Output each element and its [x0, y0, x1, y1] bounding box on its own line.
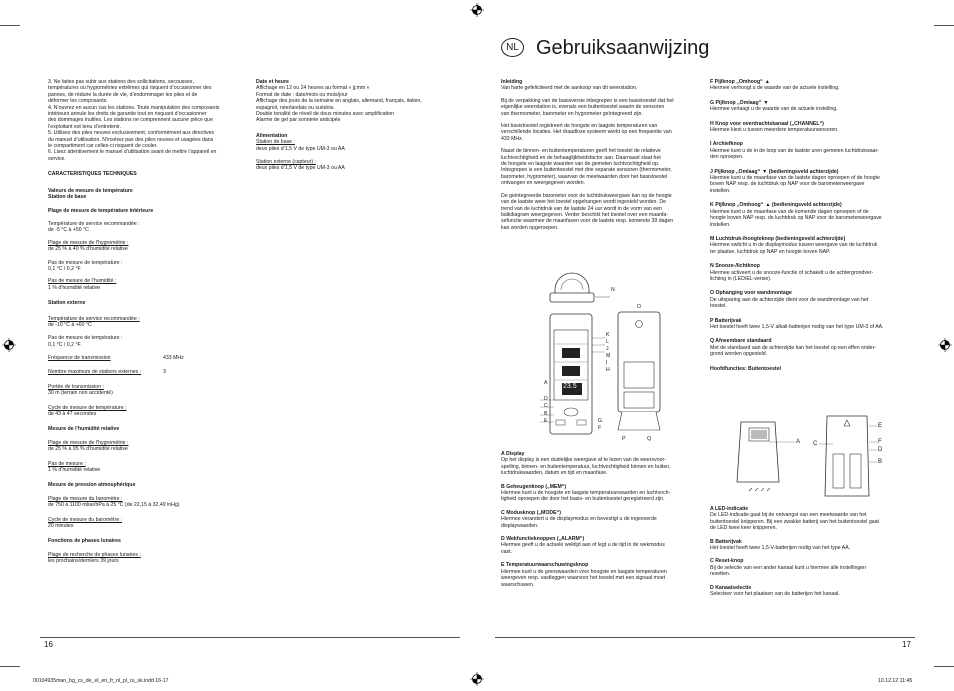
spec-text: de 750 à 1100 mbar/hPa à 25 °C (de 22,15 à 32,49 inHg) — [48, 502, 180, 509]
crop-mark-top-left — [0, 25, 20, 26]
key-item — [710, 263, 915, 282]
key-item-title: D Kanaalselectie — [710, 584, 752, 591]
key-item-text: Hiermee kunt u de maanfase van de laatste dagen oproepen of de hoogte boven NAP resp. de luchtdruk op NAP voor de barometerweergave instellen. — [710, 175, 880, 194]
key-item — [710, 318, 915, 331]
figure-label-h: H — [606, 367, 610, 373]
figure-label-e: E — [878, 423, 883, 429]
key-item-text: Hiermee activeert u de snooze-functie of schakelt u de achtergrondver- lichting in (LED/EL-versie). — [710, 269, 874, 282]
key-item-title: M Luchtdruk-/hoogteknop (bedieningsveld achterzijde) — [710, 235, 846, 242]
registration-mark-bottom-icon — [470, 672, 484, 686]
key-item-title: Q Afneembare standaard — [710, 338, 772, 345]
figure-label-j: J — [606, 346, 609, 352]
spec-label: Cycle de mesure de température : — [48, 404, 127, 411]
list-item: 3. Ne faites pas subir aux stations des sollicitations, secousses, températures ou hygrométries extrêmes qui risquent d’occasionner des pannes, de réduire la durée de vie, d’endommager les piles et de déformer les composants. — [48, 79, 212, 105]
spec-text: 1 % d’humidité relative — [48, 284, 101, 291]
paragraph: Bij de verpakking van de basisversie inbegrepen is een basistoestel dat het eigenlijke weerstation is, evenals een buitentoestel waarin de sensoren van thermometer, barometer en hygrometer geïntegreerd zijn. — [501, 97, 674, 117]
key-item-title: C Modusknop („MODE“) — [501, 509, 561, 516]
key-item — [710, 121, 915, 134]
key-item-title: O Ophanging voor wandmontage — [710, 290, 792, 297]
paragraph: De geïntegreerde barometer voor de luchtdrukweergave kan op de hoogte van de laatste weer het toestel opgehangen wordt ingesteld worden. De trend van de luchtdruk van de laatste 24 uur wordt in de vorm van een balkdiagram weergegeven. Verder beschikt het toestel over een maanfa- sefunctie waarmee de maanfasen voor de laatste resp. komende 39 dagen kan worden opgeroepen. — [501, 192, 674, 231]
key-item-text: Bij de selectie van een ander kanaal kunt u hiermee alle instellingen resetten. — [710, 564, 867, 578]
registration-mark-top-icon — [470, 3, 484, 17]
key-item — [501, 451, 706, 477]
key-item-subtitle: (bedieningsveld achterzijde) — [768, 168, 839, 175]
footer-rule-left — [40, 637, 460, 638]
arrow-down-icon: ▼ — [762, 168, 768, 175]
spec-text: deux piles d’1,5 V de type UM-3 ou AA — [256, 165, 345, 172]
spec-label: Pas de mesure de l’humidité : — [48, 278, 117, 285]
spec-title: CARACTERISTIQUES TECHNIQUES — [48, 171, 137, 178]
key-item-title: E Temperatuurwaarschuwingsknop — [501, 562, 589, 569]
spec-label: Fréquence de transmission — [48, 355, 111, 362]
key-item — [501, 536, 706, 555]
figure-label-a: A — [544, 380, 548, 386]
spec-text: 20 minutes — [48, 523, 74, 530]
spec-label: Plage de mesure de l’hygrométrie : — [48, 440, 129, 446]
key-item-title: C Reset-knop — [710, 558, 744, 565]
key-item-text: De LED-indicatie gaat bij de ontvangst van een meetwaarde van het buitentoestel knipperen. Bij een zwakke batterij van het buitentoestel gaat de LED twee keer knipperen. — [710, 512, 879, 532]
figure-label-c: C — [813, 441, 818, 447]
spec-label: Plage de mesure du baromètre : — [48, 496, 123, 503]
registration-mark-left-icon — [2, 338, 16, 352]
key-item-title: A Display — [501, 451, 525, 457]
spec-label: Cycle de mesure du baromètre : — [48, 516, 123, 523]
spec-value: 433 MHz — [163, 355, 184, 362]
right-page-column-1-items — [501, 451, 706, 588]
spec-heading: Fonctions de phases lunaires — [48, 537, 121, 544]
lcd-digits: 23.5 — [563, 383, 577, 390]
key-item — [710, 558, 915, 577]
key-item — [710, 290, 915, 309]
registration-mark-right-icon — [938, 338, 952, 352]
key-item-text: Op het display is een duidelijke weergave af te lezen van de weersvoor- spelling, binnen- en buitentemperatuur, luchtvochtigheid binnen en buiten, luchtdrukwaarden, datum en tijd en maanfase. — [501, 457, 671, 477]
key-item-text: Hiermee kunt u de maanfase van de komende dagen oproepen of de hoogte boven NAP resp. de luchtdruk op NAP voor de barometerweergave instellen. — [710, 208, 882, 228]
right-page-column-2-items — [710, 506, 915, 597]
key-item — [710, 338, 915, 357]
figure-label-k: K — [606, 332, 610, 338]
key-item-text: Hiermee geeft u de actuele wektijd aan of legt u de tijd in de wekmodus vast. — [501, 542, 665, 555]
spec-label: Plage de mesure de l’hygrométrie : — [48, 239, 129, 246]
key-item-title: F Pijlknop „Omhoog“ — [710, 79, 763, 85]
left-page-column-1 — [48, 79, 248, 565]
key-item-text: Hiermee kunt u de in de loop van de laatste uren gemeten luchtdrukwaar- den oproepen. — [710, 147, 879, 161]
figure-label-m: M — [606, 353, 611, 359]
key-item-title: P Batterijvak — [710, 317, 742, 324]
key-item-text: De uitsparing aan de achterzijde dient voor de wandmontage van het toestel. — [710, 296, 869, 310]
key-item — [501, 562, 706, 588]
key-item-subtitle: (bedieningsveld achterzijde) — [771, 202, 842, 209]
key-item — [710, 539, 915, 552]
figure-label-d: D — [878, 447, 883, 453]
list-item: 5. Utilisez des piles neuves exclusivement, conformément aux directives du manuel d’utilisation. N’insérez pas des piles neuves et usagées dans le compartiment car celles-ci risquent de couler. — [48, 130, 215, 150]
key-item-title: N Snooze-/lichtknop — [710, 263, 760, 270]
section-heading: Inleiding — [501, 79, 523, 85]
slug-date: 10.12.12 11:45 — [878, 678, 913, 684]
nl-badge — [501, 38, 524, 57]
figure-label-b: B — [878, 459, 883, 465]
key-item-text: Hiermee verhoogt u de waarde van de actuele instelling. — [710, 85, 840, 92]
outdoor-sensor-figure — [735, 412, 885, 504]
key-item — [710, 169, 915, 195]
page-number-right: 17 — [902, 640, 911, 649]
key-item-text: Hiermee kunt u de grenswaarden voor hoogste en laagste temperaturen weergeven resp. vastleggen waarvoor het toestel met een signaal moet waarschuwen. — [501, 568, 667, 588]
key-item — [710, 236, 915, 255]
figure-label-a: A — [796, 439, 801, 445]
nl-badge-label: NL — [506, 42, 519, 53]
spec-heading: Date et heure — [256, 79, 289, 85]
spec-text: de 25 % à 95 % d’humidité relative — [48, 446, 128, 453]
figure-label-i: I — [606, 360, 608, 366]
spec-text: deux piles d’1,5 V de type UM-3 ou AA — [256, 145, 345, 152]
key-item-text: Hiermee switcht u in de displaymodus tussen weergave van de luchtdruk ter plaatse, luchtdruk op NAP en hoogte boven NAP. — [710, 242, 878, 255]
spec-value: 3 — [163, 368, 166, 375]
spec-label: Portée de transmission : — [48, 383, 104, 390]
section-heading: Hoofdfuncties: Buitentoestel — [710, 365, 781, 372]
key-item — [710, 585, 915, 598]
spec-label: Nombre maximum de stations externes : — [48, 368, 142, 375]
key-item-text: Het toestel heeft twee 1,5-V alkali-batterijen nodig van het type UM-3 of AA. — [710, 323, 884, 330]
key-item-text: Hiermee kunt u de hoogste en laagste temperatuurwaarden en luchtvoch- tigheid oproepen die door het basis- en buitentoestel geregistreerd zijn. — [501, 490, 671, 503]
slug-filename: 00104935man_bg_cs_de_el_en_fr_nl_pl_ru_sk.indd 16-17 — [33, 678, 169, 684]
spec-text: Pas de mesure de température : 0,1 °C / 0,2 °F — [48, 335, 123, 348]
arrow-up-icon: ▲ — [765, 202, 771, 209]
figure-label-b: B — [544, 411, 548, 417]
key-item-title: J Pijlknop „Omlaag“ — [710, 168, 761, 175]
spec-text: Affichage en 12 ou 24 heures au format « jj:mm » Format de date : date/mois ou mois/jour Affichage des jours de la semaine en anglais, allemand, français, italien, espagnol, néerlandais ou suédois. Double tonalité de réveil de deux minutes avec amplification Alarme de gel par sonnerie anticipée — [256, 85, 422, 124]
key-item-title: K Pijlknop „Omhoog“ — [710, 202, 764, 209]
key-item — [710, 202, 915, 228]
figure-label-q: Q — [647, 436, 652, 442]
key-item — [501, 510, 706, 529]
arrow-up-icon: ▲ — [764, 79, 770, 85]
figure-label-f: F — [878, 439, 882, 445]
crop-mark-top-right — [934, 25, 954, 26]
figure-label-n: N — [611, 287, 615, 293]
base-station-figure — [540, 270, 680, 445]
figure-label-l: L — [606, 339, 609, 345]
list-item: 6. Lisez attentivement le manuel d’utilisation avant de mettre l’appareil en service. — [48, 149, 217, 162]
arrow-down-icon: ▼ — [763, 99, 769, 106]
key-item-title: B Batterijvak — [710, 538, 742, 545]
key-item-text: Hiermee verlaagt u de waarde van de actuele instelling. — [710, 106, 838, 113]
figure-label-p: P — [622, 436, 626, 442]
spec-label: Température de service recommandée : — [48, 315, 140, 322]
spec-label: Station de base : — [256, 139, 295, 146]
key-item-text: Met de standaard aan de achterzijde kan het toestel op een effen onder- grond worden opgesteld. — [710, 344, 877, 358]
spec-heading: Plage de mesure de température intérieure — [48, 207, 154, 214]
spec-text: 1 % d’humidité relative — [48, 467, 101, 474]
key-item — [501, 484, 706, 503]
crop-mark-bottom-left — [0, 666, 20, 667]
right-page-column-1 — [501, 79, 701, 231]
spec-heading: Mesure de l’humidité relative — [48, 425, 120, 432]
spec-heading: Alimentation — [256, 132, 288, 139]
paragraph: Naast de binnen- en buitentemperaturen geeft het toestel de relatieve luchtvochtigheid en de behaaglijkheidsfactor aan. Daarnaast slaat het de hoogste en laagste waarden van de gemeten luchtvochtigheid op. Inbegrepen is een buitentoestel met drie separate sensoren (thermometer, barometer, hygrometer), waarvan de meetwaarden door het basistoestel ontvangen en weergegeven worden. — [501, 148, 672, 187]
figure-label-f: F — [598, 425, 602, 431]
key-item-text: Het toestel heeft twee 1,5-V-batterijen nodig van het type AA. — [710, 545, 851, 552]
spec-text: de 25 % à 40 % d’humidité relative — [48, 246, 128, 253]
key-item-text: Selecteer voor het plaatsen van de batterijen het kanaal. — [710, 591, 840, 598]
page-title: Gebruiksaanwijzing — [536, 37, 710, 59]
spec-text: les prochains/derniers 39 jours — [48, 558, 119, 565]
spec-heading: Station externe — [48, 300, 86, 307]
crop-mark-bottom-right — [934, 666, 954, 667]
footer-rule-right — [495, 637, 915, 638]
left-page-column-2 — [256, 79, 466, 172]
key-item-title: D Wekfunctieknoppen („ALARM“) — [501, 536, 585, 543]
spec-heading: Valeurs de mesure de température Station de base — [48, 187, 133, 201]
key-item — [710, 506, 915, 532]
key-item-title: A LED-indicatie — [710, 506, 749, 512]
key-item-title: I Archiefknop — [710, 141, 743, 148]
figure-label-c: C — [544, 403, 548, 409]
spec-text: Température de service recommandée : de -5 °C à +50 °C — [48, 220, 140, 234]
figure-label-g: G — [598, 418, 603, 424]
page-number-left: 16 — [44, 640, 53, 649]
right-page-column-2 — [710, 79, 915, 372]
spec-text: 30 m (terrain non accidenté) — [48, 390, 113, 397]
spec-text: Pas de mesure de température : 0,1 °C / 0,2 °F — [48, 259, 123, 272]
spec-text: de 43 à 47 secondes — [48, 411, 97, 418]
key-item — [710, 141, 915, 160]
key-item-title: G Pijlknop „Omlaag“ — [710, 99, 762, 106]
figure-label-e: E — [544, 418, 548, 424]
key-item — [710, 100, 915, 113]
key-item-title: B Geheugenknop („MEM“) — [501, 483, 567, 490]
spec-label: Pas de mesure : — [48, 460, 86, 467]
paragraph: Het basistoestel registreert de hoogste en laagste temperaturen van verschillende locaties. Het draadloze systeem werkt op een frequentie van 433 MHz. — [501, 123, 672, 142]
spec-heading: Mesure de pression atmosphérique — [48, 481, 136, 488]
key-item-text: Hiermee kiest u tussen meerdere temperatuursensoren. — [710, 127, 839, 134]
list-item: 4. N’ouvrez en aucun cas les stations. Toute manipulation des composants intérieurs annule les droits de garantie tout en risquant d’occasionner des dommages inutiles. Les stations ne comprennent aucune pièce que l’exploitant est tenu d’entretenir. — [48, 104, 220, 130]
spec-text: de -10 °C à +60 °C — [48, 321, 92, 328]
paragraph: Van harte gefeliciteerd met de aankoop van dit weerstation. — [501, 85, 638, 92]
key-item — [710, 79, 915, 92]
spec-label: Station externe (capteur) : — [256, 159, 316, 166]
key-item-title: H Knop voor overdrachtskanaal („CHANNEL“) — [710, 120, 824, 127]
spec-label: Plage de recherche de phases lunaires : — [48, 552, 141, 559]
key-item-text: Hiermee verandert u de displaymodus en bevestigt u de ingevoerde displaywaarden. — [501, 516, 657, 529]
figure-label-o: O — [637, 304, 642, 310]
figure-label-d: D — [544, 396, 548, 402]
